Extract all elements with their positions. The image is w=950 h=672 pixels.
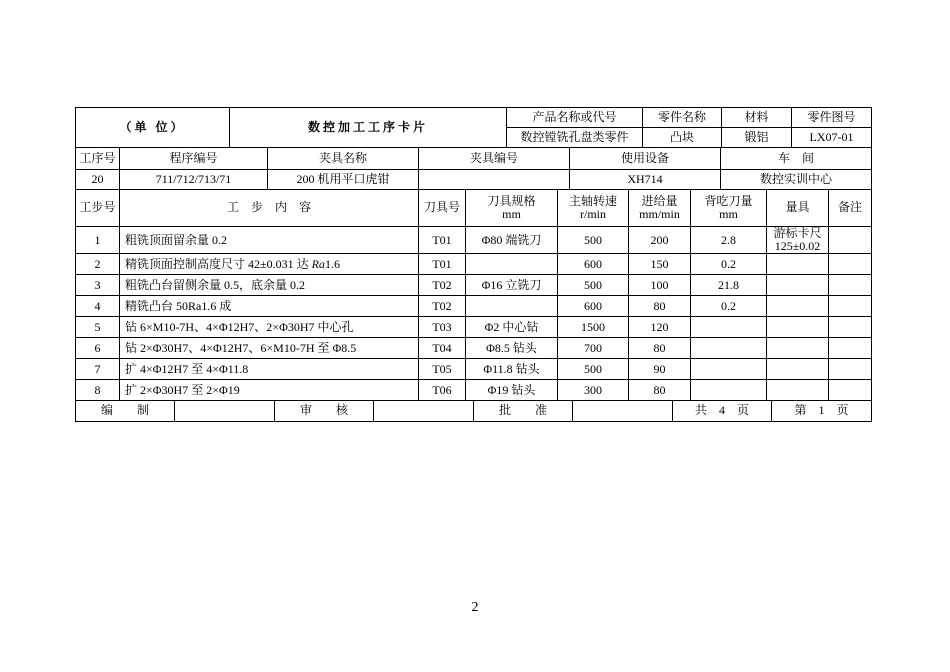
step-spec bbox=[466, 254, 558, 275]
step-content: 精铣凸台 50Ra1.6 成 bbox=[120, 296, 419, 317]
approved-label: 批 准 bbox=[474, 401, 573, 421]
process-no-label: 工序号 bbox=[76, 148, 120, 169]
table-row bbox=[76, 380, 872, 401]
step-no: 5 bbox=[76, 317, 120, 338]
card-title: 数控加工工序卡片 bbox=[230, 108, 507, 148]
table-row bbox=[76, 227, 872, 254]
step-no: 7 bbox=[76, 359, 120, 380]
product-value: 数控镗铣孔盘类零件 bbox=[507, 128, 643, 148]
reviewed-value bbox=[374, 401, 474, 421]
step-tool: T02 bbox=[419, 296, 466, 317]
part-drawing-value: LX07-01 bbox=[792, 128, 872, 148]
step-feed: 120 bbox=[629, 317, 691, 338]
step-remark bbox=[829, 254, 872, 275]
prepared-value bbox=[175, 401, 275, 421]
step-tool: T01 bbox=[419, 227, 466, 254]
card-header bbox=[75, 107, 872, 148]
total-pages: 共 4 页 bbox=[673, 401, 772, 421]
step-gauge bbox=[767, 380, 829, 401]
step-speed: 700 bbox=[558, 338, 629, 359]
process-card bbox=[75, 107, 871, 422]
step-no: 4 bbox=[76, 296, 120, 317]
step-gauge bbox=[767, 338, 829, 359]
step-remark bbox=[829, 275, 872, 296]
step-speed: 1500 bbox=[558, 317, 629, 338]
step-spec: Φ16 立铣刀 bbox=[466, 275, 558, 296]
step-tool: T03 bbox=[419, 317, 466, 338]
step-content: 粗铣顶面留余量 0.2 bbox=[120, 227, 419, 254]
step-speed: 600 bbox=[558, 254, 629, 275]
step-feed: 90 bbox=[629, 359, 691, 380]
step-speed: 500 bbox=[558, 227, 629, 254]
step-depth bbox=[691, 317, 767, 338]
program-no-label: 程序编号 bbox=[120, 148, 268, 169]
step-remark bbox=[829, 359, 872, 380]
gauge-header: 量具 bbox=[767, 190, 829, 227]
prepared-label: 编 制 bbox=[76, 401, 175, 421]
process-info bbox=[75, 148, 872, 190]
step-spec: Φ8.5 钻头 bbox=[466, 338, 558, 359]
equipment-value: XH714 bbox=[570, 169, 721, 189]
step-spec: Φ19 钻头 bbox=[466, 380, 558, 401]
step-spec: Φ80 端铣刀 bbox=[466, 227, 558, 254]
content-header: 工 步 内 容 bbox=[120, 190, 419, 227]
tool-no-header: 刀具号 bbox=[419, 190, 466, 227]
step-no: 1 bbox=[76, 227, 120, 254]
step-content: 粗铣凸台留侧余量 0.5，底余量 0.2 bbox=[120, 275, 419, 296]
steps-table bbox=[75, 190, 872, 402]
step-content: 钻 6×M10-7H、4×Φ12H7、2×Φ30H7 中心孔 bbox=[120, 317, 419, 338]
step-speed: 500 bbox=[558, 359, 629, 380]
remark-header: 备注 bbox=[829, 190, 872, 227]
material-label: 材料 bbox=[722, 108, 792, 128]
product-label: 产品名称或代号 bbox=[507, 108, 643, 128]
table-row bbox=[76, 275, 872, 296]
table-row bbox=[76, 359, 872, 380]
step-tool: T02 bbox=[419, 275, 466, 296]
step-content: 钻 2×Φ30H7、4×Φ12H7、6×M10-7H 至 Φ8.5 bbox=[120, 338, 419, 359]
step-remark bbox=[829, 296, 872, 317]
step-no: 2 bbox=[76, 254, 120, 275]
step-spec bbox=[466, 296, 558, 317]
step-depth: 0.2 bbox=[691, 296, 767, 317]
step-feed: 100 bbox=[629, 275, 691, 296]
step-remark bbox=[829, 227, 872, 254]
step-tool: T01 bbox=[419, 254, 466, 275]
step-feed: 150 bbox=[629, 254, 691, 275]
step-content: 扩 4×Φ12H7 至 4×Φ11.8 bbox=[120, 359, 419, 380]
table-row bbox=[76, 317, 872, 338]
unit-cell: （单 位） bbox=[76, 108, 230, 148]
step-content: 扩 2×Φ30H7 至 2×Φ19 bbox=[120, 380, 419, 401]
step-spec: Φ2 中心钻 bbox=[466, 317, 558, 338]
fixture-no-value bbox=[419, 169, 570, 189]
equipment-label: 使用设备 bbox=[570, 148, 721, 169]
step-feed: 80 bbox=[629, 296, 691, 317]
step-feed: 80 bbox=[629, 338, 691, 359]
material-value: 锻铝 bbox=[722, 128, 792, 148]
step-depth bbox=[691, 359, 767, 380]
step-speed: 500 bbox=[558, 275, 629, 296]
step-depth: 2.8 bbox=[691, 227, 767, 254]
step-feed: 200 bbox=[629, 227, 691, 254]
depth-header: 背吃刀量 mm bbox=[691, 190, 767, 227]
part-drawing-label: 零件图号 bbox=[792, 108, 872, 128]
step-remark bbox=[829, 317, 872, 338]
step-depth: 21.8 bbox=[691, 275, 767, 296]
fixture-no-label: 夹具编号 bbox=[419, 148, 570, 169]
workshop-value: 数控实训中心 bbox=[721, 169, 872, 189]
page-number: 2 bbox=[471, 600, 479, 615]
approved-value bbox=[573, 401, 673, 421]
workshop-label: 车 间 bbox=[721, 148, 872, 169]
step-gauge: 游标卡尺 125±0.02 bbox=[767, 227, 829, 254]
feed-header: 进给量 mm/min bbox=[629, 190, 691, 227]
table-row bbox=[76, 338, 872, 359]
fixture-name-label: 夹具名称 bbox=[268, 148, 419, 169]
fixture-name-value: 200 机用平口虎钳 bbox=[268, 169, 419, 189]
step-no-header: 工步号 bbox=[76, 190, 120, 227]
step-gauge bbox=[767, 254, 829, 275]
step-no: 6 bbox=[76, 338, 120, 359]
program-no-value: 711/712/713/71 bbox=[120, 169, 268, 189]
step-tool: T04 bbox=[419, 338, 466, 359]
table-row bbox=[76, 254, 872, 275]
step-gauge bbox=[767, 317, 829, 338]
step-spec: Φ11.8 钻头 bbox=[466, 359, 558, 380]
step-feed: 80 bbox=[629, 380, 691, 401]
step-no: 3 bbox=[76, 275, 120, 296]
step-remark bbox=[829, 338, 872, 359]
step-speed: 600 bbox=[558, 296, 629, 317]
step-speed: 300 bbox=[558, 380, 629, 401]
spindle-header: 主轴转速 r/min bbox=[558, 190, 629, 227]
reviewed-label: 审 核 bbox=[275, 401, 374, 421]
step-tool: T06 bbox=[419, 380, 466, 401]
steps-header-row bbox=[76, 190, 872, 227]
step-depth: 0.2 bbox=[691, 254, 767, 275]
process-no-value: 20 bbox=[76, 169, 120, 189]
step-depth bbox=[691, 338, 767, 359]
part-name-value: 凸块 bbox=[643, 128, 722, 148]
step-tool: T05 bbox=[419, 359, 466, 380]
step-gauge bbox=[767, 296, 829, 317]
tool-spec-header: 刀具规格 mm bbox=[466, 190, 558, 227]
step-content: 精铣顶面控制高度尺寸 42±0.031 达 Ra1.6 bbox=[120, 254, 419, 275]
step-remark bbox=[829, 380, 872, 401]
step-gauge bbox=[767, 359, 829, 380]
signature-row bbox=[75, 401, 872, 422]
part-name-label: 零件名称 bbox=[643, 108, 722, 128]
table-row bbox=[76, 296, 872, 317]
step-no: 8 bbox=[76, 380, 120, 401]
step-depth bbox=[691, 380, 767, 401]
step-gauge bbox=[767, 275, 829, 296]
current-page: 第 1 页 bbox=[772, 401, 872, 421]
